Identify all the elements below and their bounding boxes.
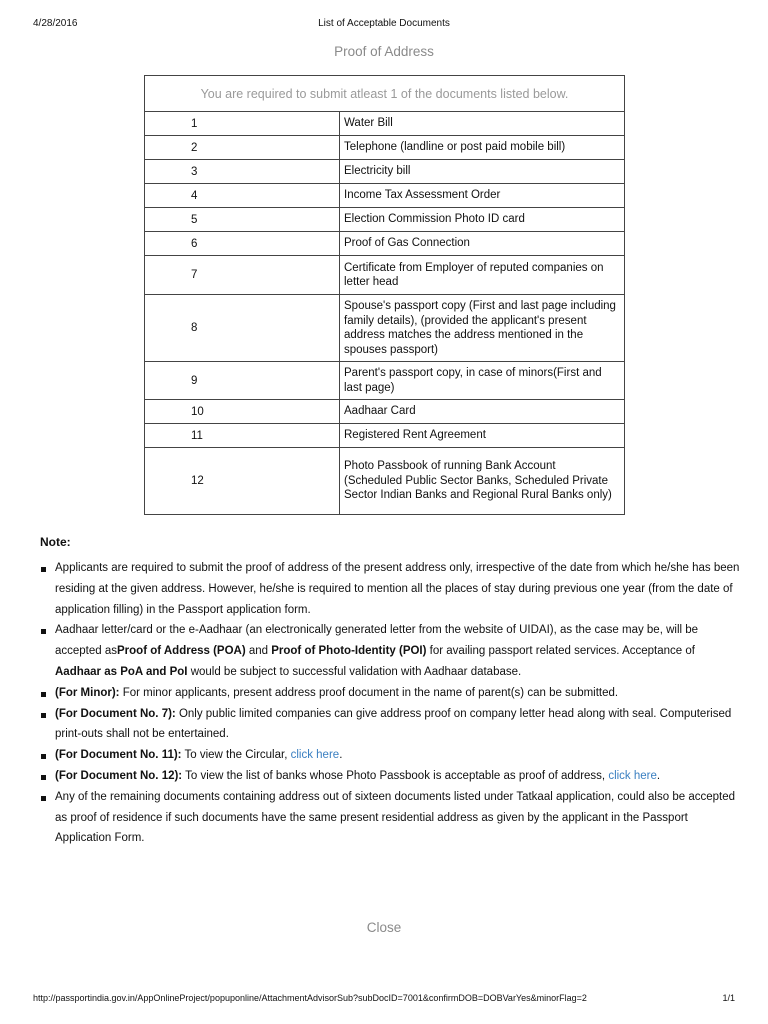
note-emphasis: Proof of Photo-Identity (POI) — [271, 645, 427, 658]
table-row — [145, 112, 625, 136]
doc-description: Telephone (landline or post paid mobile bill) — [340, 136, 625, 160]
doc-description: Election Commission Photo ID card — [340, 208, 625, 232]
table-row — [145, 448, 625, 515]
bullet-icon — [41, 692, 46, 697]
doc-description: Parent's passport copy, in case of minors(First and last page) — [340, 362, 625, 400]
doc-description: Income Tax Assessment Order — [340, 184, 625, 208]
doc-description: Certificate from Employer of reputed companies on letter head — [340, 256, 625, 295]
bullet-icon — [41, 629, 46, 634]
documents-table — [144, 75, 625, 515]
doc-description: Aadhaar Card — [340, 400, 625, 424]
note-emphasis: (For Document No. 11): — [55, 749, 182, 762]
doc-number: 9 — [145, 362, 340, 400]
instruction-text: You are required to submit atleast 1 of the documents listed below. — [145, 76, 625, 112]
bullet-icon — [41, 567, 46, 572]
print-title: List of Acceptable Documents — [318, 18, 450, 29]
note-emphasis: (For Document No. 12): — [55, 769, 183, 782]
print-url: http://passportindia.gov.in/AppOnlineProject/popuponline/AttachmentAdvisorSub?subDocID=7001&confirmDOB=DOBVarYes&minorFlag=2 — [33, 993, 587, 1003]
bullet-icon — [41, 713, 46, 718]
list-item — [40, 683, 740, 704]
note-emphasis: (For Minor): — [55, 686, 120, 699]
note-text: For minor applicants, present address proof document in the name of parent(s) can be submitted. — [119, 686, 619, 699]
list-item — [40, 745, 740, 766]
doc-number: 12 — [145, 448, 340, 515]
note-emphasis: Aadhaar as PoA and PoI — [55, 665, 188, 678]
table-row — [145, 184, 625, 208]
note-text: To view the list of banks whose Photo Passbook is acceptable as proof of address, — [182, 769, 609, 782]
doc-number: 2 — [145, 136, 340, 160]
table-row — [145, 208, 625, 232]
circular-link[interactable]: click here — [290, 749, 340, 762]
table-row — [145, 424, 625, 448]
doc-number: 11 — [145, 424, 340, 448]
note-emphasis: (For Document No. 7): — [55, 707, 176, 720]
list-item — [40, 620, 740, 682]
bullet-icon — [41, 796, 46, 801]
note-text: . — [339, 749, 343, 762]
table-row — [145, 232, 625, 256]
doc-number: 7 — [145, 256, 340, 295]
instruction-row — [145, 76, 625, 112]
notes-list — [40, 558, 740, 849]
page-number: 1/1 — [722, 993, 735, 1003]
table-row — [145, 400, 625, 424]
doc-description: Proof of Gas Connection — [340, 232, 625, 256]
table-row — [145, 295, 625, 362]
page-title: Proof of Address — [334, 44, 434, 59]
note-text: Applicants are required to submit the proof of address of the present address only, irrespective of the date from which he/she has been residing at the given address. However, he/she is required to mention all the places of stay during previous one year (from the date of application filling) in the Passport application form. — [55, 562, 740, 616]
note-text: for availing passport related services. Acceptance of — [426, 645, 695, 658]
bank-list-link[interactable]: click here — [608, 769, 657, 782]
list-item — [40, 766, 740, 787]
doc-number: 10 — [145, 400, 340, 424]
doc-number: 1 — [145, 112, 340, 136]
table-row — [145, 136, 625, 160]
note-text: . — [656, 769, 661, 782]
bullet-icon — [41, 754, 46, 759]
note-label: Note: — [40, 535, 71, 549]
close-button[interactable]: Close — [366, 920, 402, 935]
bullet-icon — [41, 775, 46, 780]
doc-description: Registered Rent Agreement — [340, 424, 625, 448]
list-item — [40, 787, 740, 849]
note-text: Any of the remaining documents containing address out of sixteen documents listed under Tatkaal application, could also be accepted as proof of residence if such documents have the same present residential address as given by the applicant in the Passport Application Form. — [55, 790, 735, 845]
list-item — [40, 704, 740, 746]
note-text: Aadhaar letter/card or the e-Aadhaar (an electronically generated letter from the website of UIDAI), as the case may be, will be accepted as — [55, 624, 699, 658]
doc-description: Electricity bill — [340, 160, 625, 184]
doc-number: 8 — [145, 295, 340, 362]
note-emphasis: Proof of Address (POA) — [117, 645, 246, 658]
table-row — [145, 256, 625, 295]
doc-description: Photo Passbook of running Bank Account (Scheduled Public Sector Banks, Scheduled Private Sector Indian Banks and Regional Rural Banks only) — [340, 448, 625, 515]
table-row — [145, 362, 625, 400]
note-text: would be subject to successful validation with Aadhaar database. — [187, 665, 522, 678]
doc-description: Water Bill — [340, 112, 625, 136]
note-text: To view the Circular, — [181, 749, 291, 762]
doc-description: Spouse's passport copy (First and last page including family details), (provided the applicant's present address matches the address mentioned in the spouses passport) — [340, 295, 625, 362]
note-text: and — [245, 645, 272, 658]
doc-number: 5 — [145, 208, 340, 232]
print-date: 4/28/2016 — [33, 18, 78, 29]
list-item — [40, 558, 740, 620]
note-text: Only public limited companies can give address proof on company letter head along with seal. Computerised print-outs shall not be entertained. — [55, 707, 732, 741]
doc-number: 4 — [145, 184, 340, 208]
doc-number: 6 — [145, 232, 340, 256]
doc-number: 3 — [145, 160, 340, 184]
table-row — [145, 160, 625, 184]
